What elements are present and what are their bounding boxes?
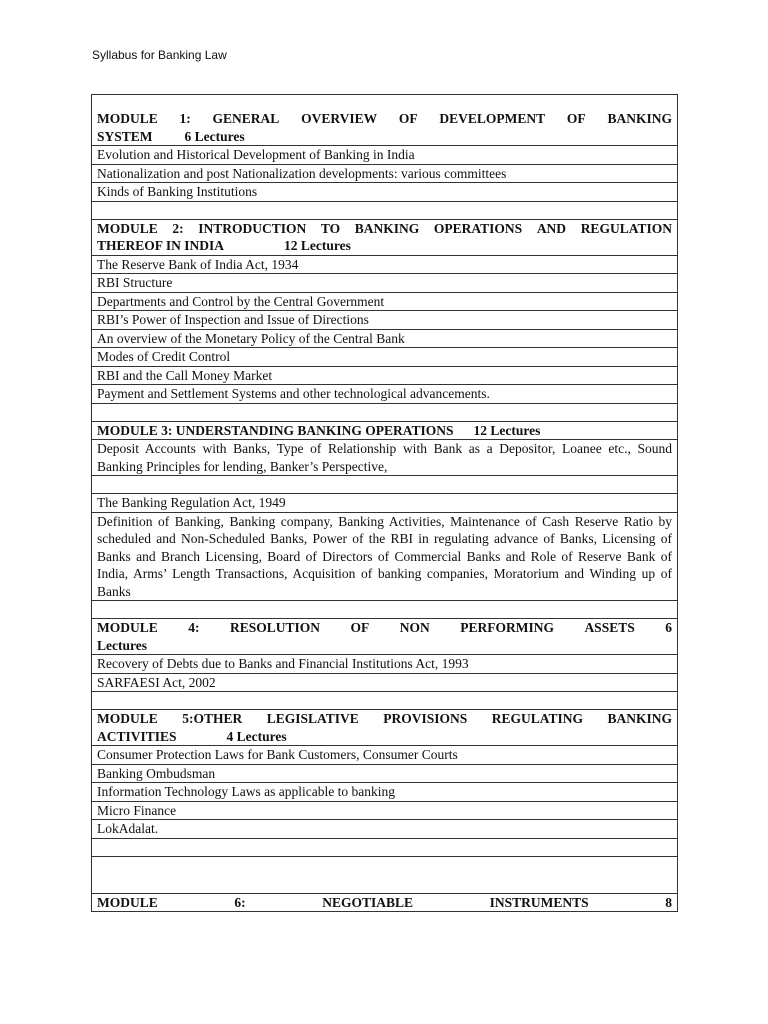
- module-1-item: Kinds of Banking Institutions: [92, 183, 678, 202]
- table-row: [92, 366, 678, 385]
- table-row: [92, 494, 678, 513]
- module-4-heading-line1: MODULE 4: RESOLUTION OF NON PERFORMING ASSETS 6: [97, 620, 672, 635]
- blank-row: [92, 201, 678, 219]
- table-row: [92, 801, 678, 820]
- module-2-heading-line2: THEREOF IN INDIA 12 Lectures: [97, 238, 351, 253]
- module-1-heading: [92, 95, 678, 146]
- module-4-heading-line2: Lectures: [97, 637, 147, 653]
- module-2-item: Departments and Control by the Central Government: [92, 292, 678, 311]
- blank-row: [92, 838, 678, 856]
- table-row: [92, 311, 678, 330]
- module-5-item: Banking Ombudsman: [92, 764, 678, 783]
- module-5-item: Micro Finance: [92, 801, 678, 820]
- table-row: [92, 329, 678, 348]
- blank-row: [92, 692, 678, 710]
- table-row: [92, 783, 678, 802]
- table-row: [92, 673, 678, 692]
- module-2-heading-line1: MODULE 2: INTRODUCTION TO BANKING OPERATIONS AND REGULATION: [97, 220, 672, 236]
- table-row: [92, 274, 678, 293]
- module-1-item: Evolution and Historical Development of Banking in India: [92, 146, 678, 165]
- table-row: [92, 385, 678, 404]
- module-5-lectures: 4 Lectures: [226, 728, 287, 744]
- blank-row: [92, 476, 678, 494]
- table-row: [92, 820, 678, 839]
- module-5-item: Consumer Protection Laws for Bank Customers, Consumer Courts: [92, 746, 678, 765]
- table-row: [92, 764, 678, 783]
- module-1-heading-line2: SYSTEM 6 Lectures: [97, 128, 245, 144]
- module-2-item: Modes of Credit Control: [92, 348, 678, 367]
- module-3-lectures: 12 Lectures: [473, 422, 541, 438]
- table-row: [92, 292, 678, 311]
- module-5-heading-row: [92, 710, 678, 746]
- blank-row: [92, 601, 678, 619]
- table-row: [92, 255, 678, 274]
- module-4-item: Recovery of Debts due to Banks and Financial Institutions Act, 1993: [92, 655, 678, 674]
- module-2-item: An overview of the Monetary Policy of the Central Bank: [92, 329, 678, 348]
- table-row: [92, 512, 678, 601]
- table-row: [92, 183, 678, 202]
- module-3-heading-row: [92, 421, 678, 440]
- document-title: Syllabus for Banking Law: [92, 48, 227, 62]
- module-2-item: RBI’s Power of Inspection and Issue of Directions: [92, 311, 678, 330]
- module-5-item: Information Technology Laws as applicable to banking: [92, 783, 678, 802]
- module-2-lectures: 12 Lectures: [284, 238, 351, 253]
- table-row: [92, 655, 678, 674]
- module-1-heading-row: [92, 95, 678, 146]
- module-5-heading-line2: ACTIVITIES 4 Lectures: [97, 728, 287, 744]
- module-1-lectures: 6 Lectures: [184, 128, 245, 144]
- module-1-item: Nationalization and post Nationalization developments: various committees: [92, 164, 678, 183]
- module-4-item: SARFAESI Act, 2002: [92, 673, 678, 692]
- module-1-heading-line1: MODULE 1: GENERAL OVERVIEW OF DEVELOPMENT OF BANKING: [97, 111, 672, 126]
- module-6-heading: [92, 893, 678, 912]
- blank-row: [92, 856, 678, 893]
- table-row: [92, 746, 678, 765]
- module-3-subheading: The Banking Regulation Act, 1949: [92, 494, 678, 513]
- module-2-item: RBI and the Call Money Market: [92, 366, 678, 385]
- module-3-paragraph: Definition of Banking, Banking company, Banking Activities, Maintenance of Cash Reserve Ratio by scheduled and Non-Scheduled Banks, Power of the RBI in regulating advance of Banks, Licensing of Banks and Branch Licensing, Board of Directors of Commercial Banks and Role of Reserve Bank of India, Arms’ Length Transactions, Acquisition of banking companies, Moratorium and Winding up of Banks: [92, 512, 678, 601]
- module-6-heading-line1: MODULE 6: NEGOTIABLE INSTRUMENTS 8: [97, 894, 672, 910]
- module-5-heading: [92, 710, 678, 746]
- module-4-heading: [92, 619, 678, 655]
- module-5-item: LokAdalat.: [92, 820, 678, 839]
- table-row: [92, 164, 678, 183]
- blank-row: [92, 403, 678, 421]
- module-2-heading: [92, 219, 678, 255]
- table-row: [92, 348, 678, 367]
- module-2-item: Payment and Settlement Systems and other technological advancements.: [92, 385, 678, 404]
- module-2-item: RBI Structure: [92, 274, 678, 293]
- module-2-item: The Reserve Bank of India Act, 1934: [92, 255, 678, 274]
- module-6-heading-row: [92, 893, 678, 912]
- module-5-heading-line1: MODULE 5:OTHER LEGISLATIVE PROVISIONS REGULATING BANKING: [97, 711, 672, 726]
- table-row: [92, 146, 678, 165]
- module-3-heading: MODULE 3: UNDERSTANDING BANKING OPERATIONS 12 Lectures: [92, 421, 678, 440]
- syllabus-table: [91, 94, 678, 912]
- module-2-heading-row: [92, 219, 678, 255]
- module-4-heading-row: [92, 619, 678, 655]
- table-row: [92, 440, 678, 476]
- module-3-paragraph: Deposit Accounts with Banks, Type of Relationship with Bank as a Depositor, Loanee etc., Sound Banking Principles for lending, Banker’s Perspective,: [92, 440, 678, 476]
